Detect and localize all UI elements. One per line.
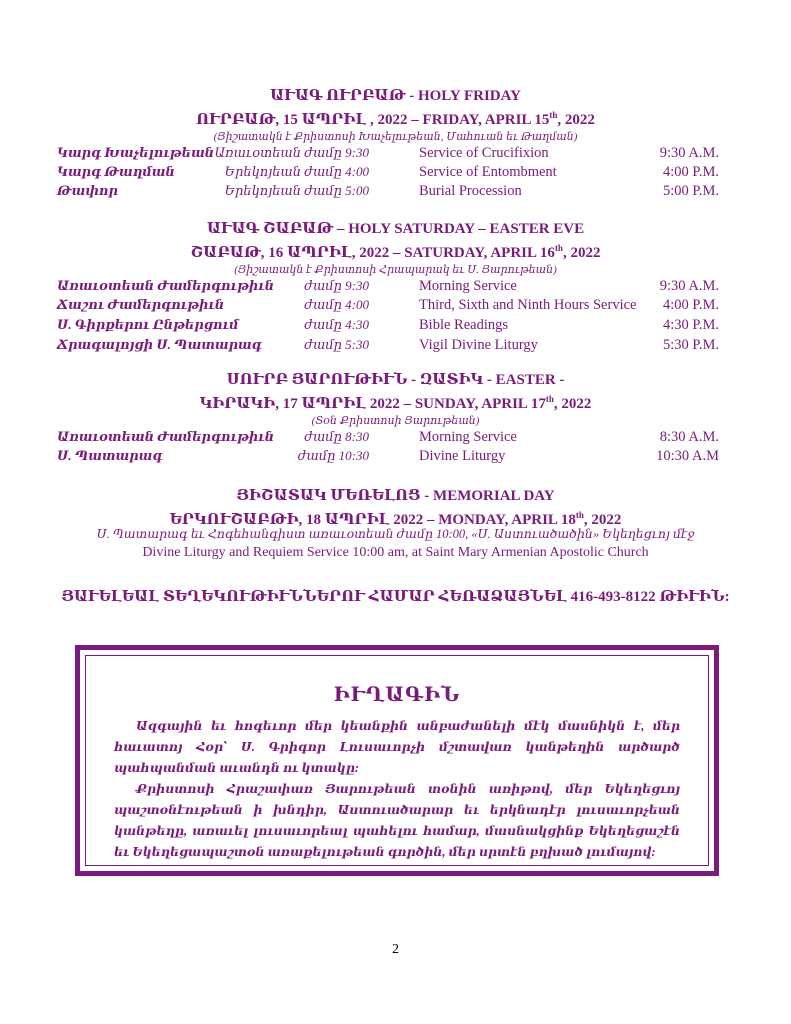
notice-paragraph-2: Քրիստոսի Հրաշափառ Յարութեան տօնին առիթով, մեր Եկեղեցւոյ պաշտօնէութեան ի խնդիր, Աստուածարար եւ երկնադէր լուսաւորչեան կանթեղը, առաւել լուսաւորեալ պահելու համար, մասնակցինք Եկեղեցաշէն եւ Եկեղեցապաշտօն առաքելութեան գործին, մեր սրտէն բղխած լումայով: bbox=[114, 782, 680, 859]
memorial-note-english: Divine Liturgy and Requiem Service 10:00 am, at Saint Mary Armenian Apostolic Church bbox=[142, 545, 649, 560]
memorial-note-armenian: Ս. Պատարագ եւ Հոգեհանգիստ առաւօտեան ժամը 10:00, «Ս. Աստուածածին» Եկեղեցւոյ մէջ bbox=[96, 527, 695, 541]
notice-box bbox=[75, 645, 719, 876]
saturday-row-2: Ճաշու Ժամերգութիւն ժամը 4:00 Third, Sixth and Ninth Hours Service 4:00 P.M. bbox=[57, 297, 719, 313]
easter-row-1: Առաւօտեան Ժամերգութիւն ժամը 8:30 Morning Service 8:30 A.M. bbox=[57, 429, 719, 445]
notice-paragraph-1: Ազգային եւ հոգեւոր մեր կեանքին անբաժանելի մէկ մասնիկն է, մեր հաւատոյ Հօր՝ Ս. Գրիգոր Լուսաւորչի մշտավառ կանթեղին արծարծ պահպանման աւանդն ու կտակը: bbox=[114, 719, 680, 775]
memorial-date: ԵՐԿՈՒՇԱԲԹԻ, 18 ԱՊՐԻԼ 2022 – MONDAY, APRIL 18th, 2022 bbox=[169, 510, 622, 528]
easter-title: ՍՈՒՐԲ ՅԱՐՈՒԹԻՒՆ - ԶԱՏԻԿ - EASTER - bbox=[226, 372, 565, 388]
friday-section bbox=[0, 87, 791, 145]
easter-subtitle: (Տօն Քրիստոսի Յարութեան) bbox=[311, 415, 480, 427]
saturday-row-1: Առաւօտեան Ժամերգութիւն ժամը 9:30 Morning Service 9:30 A.M. bbox=[57, 278, 719, 294]
easter-section bbox=[0, 371, 791, 429]
friday-row-3: Թափոր Երեկոյեան ժամը 5:00 Burial Procession 5:00 P.M. bbox=[57, 183, 719, 199]
saturday-title: ԱՒԱԳ ՇԱԲԱԹ – HOLY SATURDAY – EASTER EVE bbox=[206, 221, 585, 237]
memorial-section bbox=[0, 487, 791, 530]
notice-title: ԻՒՂԱԳԻՆ bbox=[333, 684, 461, 706]
easter-row-2: Ս. Պատարագ ժամը 10:30 Divine Liturgy 10:30 A.M bbox=[57, 448, 719, 464]
friday-row-1: Կարգ Խաչելութեան Առաւօտեան ժամը 9:30 Service of Crucifixion 9:30 A.M. bbox=[57, 145, 719, 161]
saturday-section bbox=[0, 220, 791, 278]
notice-text bbox=[114, 716, 680, 863]
easter-date: ԿԻՐԱԿԻ, 17 ԱՊՐԻԼ 2022 – SUNDAY, APRIL 17th, 2022 bbox=[199, 394, 592, 412]
page-number: 2 bbox=[392, 942, 399, 957]
saturday-row-4: Ճրագալոյցի Ս. Պատարագ ժամը 5:30 Vigil Divine Liturgy 5:30 P.M. bbox=[57, 337, 719, 353]
saturday-date: ՇԱԲԱԹ, 16 ԱՊՐԻԼ, 2022 – SATURDAY, APRIL 16th, 2022 bbox=[190, 243, 601, 261]
memorial-title: ՅԻՇԱՏԱԿ ՄԵՌԵԼՈՑ - MEMORIAL DAY bbox=[236, 488, 555, 504]
friday-row-2: Կարգ Թաղման Երեկոյեան ժամը 4:00 Service of Entombment 4:00 P.M. bbox=[57, 164, 719, 180]
friday-subtitle: (Յիշատակն է Քրիստոսի Խաչելութեան, Մահուան եւ Թաղման) bbox=[213, 131, 578, 143]
saturday-row-3: Ս. Գիրքերու Ընթերցում ժամը 4:30 Bible Readings 4:30 P.M. bbox=[57, 317, 719, 333]
friday-date: ՈՒՐԲԱԹ, 15 ԱՊՐԻԼ , 2022 – FRIDAY, APRIL 15th, 2022 bbox=[196, 110, 595, 128]
phone-info: ՅԱՒԵԼԵԱԼ ՏԵՂԵԿՈՒԹԻՒՆՆԵՐՈՒ ՀԱՄԱՐ ՀԵՌԱՁԱՅՆԵԼ 416-493-8122 ԹԻՒԻՆ: bbox=[61, 589, 730, 605]
saturday-subtitle: (Յիշատակն է Քրիստոսի Հրապարակ եւ Ս. Յարութեան) bbox=[234, 264, 557, 276]
friday-title: ԱՒԱԳ ՈՒՐԲԱԹ - HOLY FRIDAY bbox=[270, 88, 521, 104]
